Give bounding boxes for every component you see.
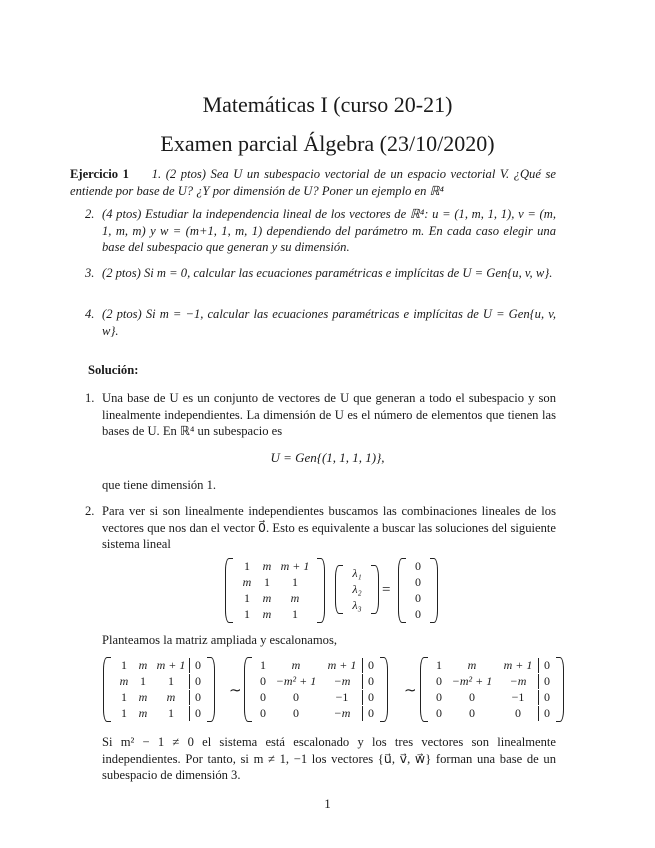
matrix-cell: 0 (469, 706, 475, 720)
matrix-cell: 0 (189, 706, 203, 721)
solution-text-end: Si m² − 1 ≠ 0 el sistema está escalonado y los tres vectores son linealmente independientes. Por tanto, si m ≠ 1, −1 los vectores {u⃗, v⃗, w⃗} forman una base de un subespacio de dimensión 3. (102, 735, 556, 782)
title-course: Matemáticas I (curso 20-21) (202, 92, 453, 117)
exercise-item-num: 2. (85, 207, 95, 221)
exercise-item (85, 206, 556, 256)
matrix-grid (233, 558, 317, 623)
solution-text: Una base de U es un conjunto de vectores de U que generan a todo el subespacio y son linealmente independientes. La dimensión de U es el número de elementos que tienen las bases de U. En ℝ⁴ un subespacio es (102, 391, 556, 438)
exercise-item-num: 1. (151, 167, 162, 181)
exercise-item-num: 4. (85, 307, 95, 321)
exercise-1 (70, 166, 556, 199)
matrix-cell: 0 (538, 658, 552, 673)
matrix-cell: 0 (415, 591, 421, 605)
matrix-cell: 1 (244, 591, 250, 605)
matrix-cell: 0 (260, 690, 266, 704)
matrix-cell: m + 1 (503, 658, 533, 672)
matrix-cell: m (262, 559, 272, 573)
page-number: 1 (324, 796, 331, 811)
matrix-cell: 0 (415, 559, 421, 573)
exercise-item-text: (4 ptos) Estudiar la independencia lineal de los vectores de ℝ⁴: u = (1, m, 1, 1), v = (m, 1, m, m) y w = (m+1, 1, m, 1) dependiendo del parámetro m. En cada caso elegir una base del subespacio que generan y su dimensión. (102, 207, 556, 254)
matrix-cell: 1 (168, 706, 174, 720)
matrix-cell: 1 (140, 674, 146, 688)
matrix-cell: 0 (515, 706, 521, 720)
matrix-grid (428, 657, 556, 722)
similarity-symbol: ∼ (229, 683, 242, 699)
matrix-cell: 1 (121, 706, 127, 720)
matrix-cell: m (291, 658, 301, 672)
matrix-cell: 0 (436, 690, 442, 704)
solution-text: Para ver si son linealmente independientes buscamos las combinaciones lineales de los vectores que nos dan el vector 0⃗. Esto es equivalente a buscar las soluciones del siguiente sistema lineal (102, 504, 556, 551)
matrix-cell: 0 (362, 658, 376, 673)
augmented-matrix (103, 657, 215, 722)
matrix-cell: 0 (362, 674, 376, 689)
matrix-cell: λ₃ (352, 598, 362, 612)
matrix-cell: 0 (260, 706, 266, 720)
solution-num: 1. (85, 391, 95, 405)
matrix-cell: λ₁ (352, 566, 362, 580)
matrix-cell: 1 (168, 674, 174, 688)
exercise-item (85, 306, 556, 339)
matrix-cell: m (262, 607, 272, 621)
matrix-cell: 1 (244, 607, 250, 621)
augmented-matrix (420, 657, 564, 722)
matrix-grid (252, 657, 380, 722)
matrix-cell: 0 (436, 674, 442, 688)
matrix-cell: 1 (244, 559, 250, 573)
matrix-cell: 1 (292, 575, 298, 589)
solution-heading-text: Solución: (88, 363, 139, 377)
matrix-cell: 0 (362, 706, 376, 721)
exercise-item-text: (2 ptos) Si m = 0, calcular las ecuaciones paramétricas e implícitas de U = Gen{u, v, w}. (102, 266, 553, 280)
matrix-cell: −m (333, 674, 351, 688)
lambda-vector (335, 565, 379, 614)
matrix-cell: m (467, 658, 477, 672)
exercise-item-num: 3. (85, 266, 95, 280)
matrix-cell: 1 (121, 658, 127, 672)
matrix-cell: m (242, 575, 252, 589)
matrix-cell: 0 (260, 674, 266, 688)
matrix-cell: 0 (538, 690, 552, 705)
matrix-cell: −m² + 1 (451, 674, 493, 688)
matrix-cell: 1 (264, 575, 270, 589)
coefficient-matrix (225, 558, 325, 623)
solution-heading (88, 362, 288, 379)
display-equation: U = Gen{(1, 1, 1, 1)}, (270, 450, 385, 465)
matrix-cell: 0 (293, 706, 299, 720)
matrix-cell: −1 (511, 690, 525, 704)
matrix-cell: −m (509, 674, 527, 688)
matrix-cell: m (138, 658, 148, 672)
matrix-cell: 1 (292, 607, 298, 621)
augmented-matrix (244, 657, 388, 722)
exercise-item (85, 265, 556, 282)
matrix-cell: 1 (121, 690, 127, 704)
matrix-cell: m + 1 (280, 559, 310, 573)
matrix-cell: 0 (362, 690, 376, 705)
matrix-cell: m + 1 (156, 658, 186, 672)
matrix-cell: 0 (436, 706, 442, 720)
matrix-cell: 0 (189, 690, 203, 705)
matrix-cell: λ₂ (352, 582, 362, 596)
solution-text-after: que tiene dimensión 1. (102, 478, 217, 492)
solution-num: 2. (85, 504, 95, 518)
matrix-cell: 0 (293, 690, 299, 704)
matrix-cell: 1 (260, 658, 266, 672)
matrix-cell: m (119, 674, 129, 688)
matrix-grid (406, 558, 430, 623)
matrix-cell: −m² + 1 (275, 674, 317, 688)
exercise-label: Ejercicio 1 (70, 167, 129, 181)
matrix-cell: 1 (436, 658, 442, 672)
similarity-symbol: ∼ (404, 683, 417, 699)
matrix-cell: 0 (415, 607, 421, 621)
matrix-cell: m (166, 690, 176, 704)
matrix-grid (343, 565, 371, 614)
solution-text-mid: Planteamos la matriz ampliada y escalonamos, (102, 633, 338, 647)
matrix-cell: 0 (189, 674, 203, 689)
matrix-cell: m (262, 591, 272, 605)
matrix-cell: 0 (189, 658, 203, 673)
matrix-cell: m (138, 690, 148, 704)
solution-item-2 (85, 503, 556, 553)
exercise-item-text: (2 ptos) Sea U un subespacio vectorial de un espacio vectorial V. ¿Qué se entiende por base de U? ¿Y por dimensión de U? Poner un ejemplo en ℝ⁴ (70, 167, 556, 198)
zero-vector (398, 558, 438, 623)
exercise-item-text: (2 ptos) Si m = −1, calcular las ecuaciones paramétricas e implícitas de U = Gen{u, v, w}. (102, 307, 556, 338)
matrix-cell: 0 (469, 690, 475, 704)
matrix-grid (111, 657, 207, 722)
matrix-cell: 0 (538, 706, 552, 721)
matrix-cell: −m (333, 706, 351, 720)
matrix-cell: 0 (538, 674, 552, 689)
matrix-cell: m (138, 706, 148, 720)
matrix-cell: 0 (415, 575, 421, 589)
matrix-cell: −1 (335, 690, 349, 704)
equals-sign: = (382, 582, 391, 598)
matrix-cell: m (290, 591, 300, 605)
title-exam: Examen parcial Álgebra (23/10/2020) (160, 131, 495, 156)
matrix-cell: m + 1 (327, 658, 357, 672)
solution-item-1 (85, 390, 556, 440)
